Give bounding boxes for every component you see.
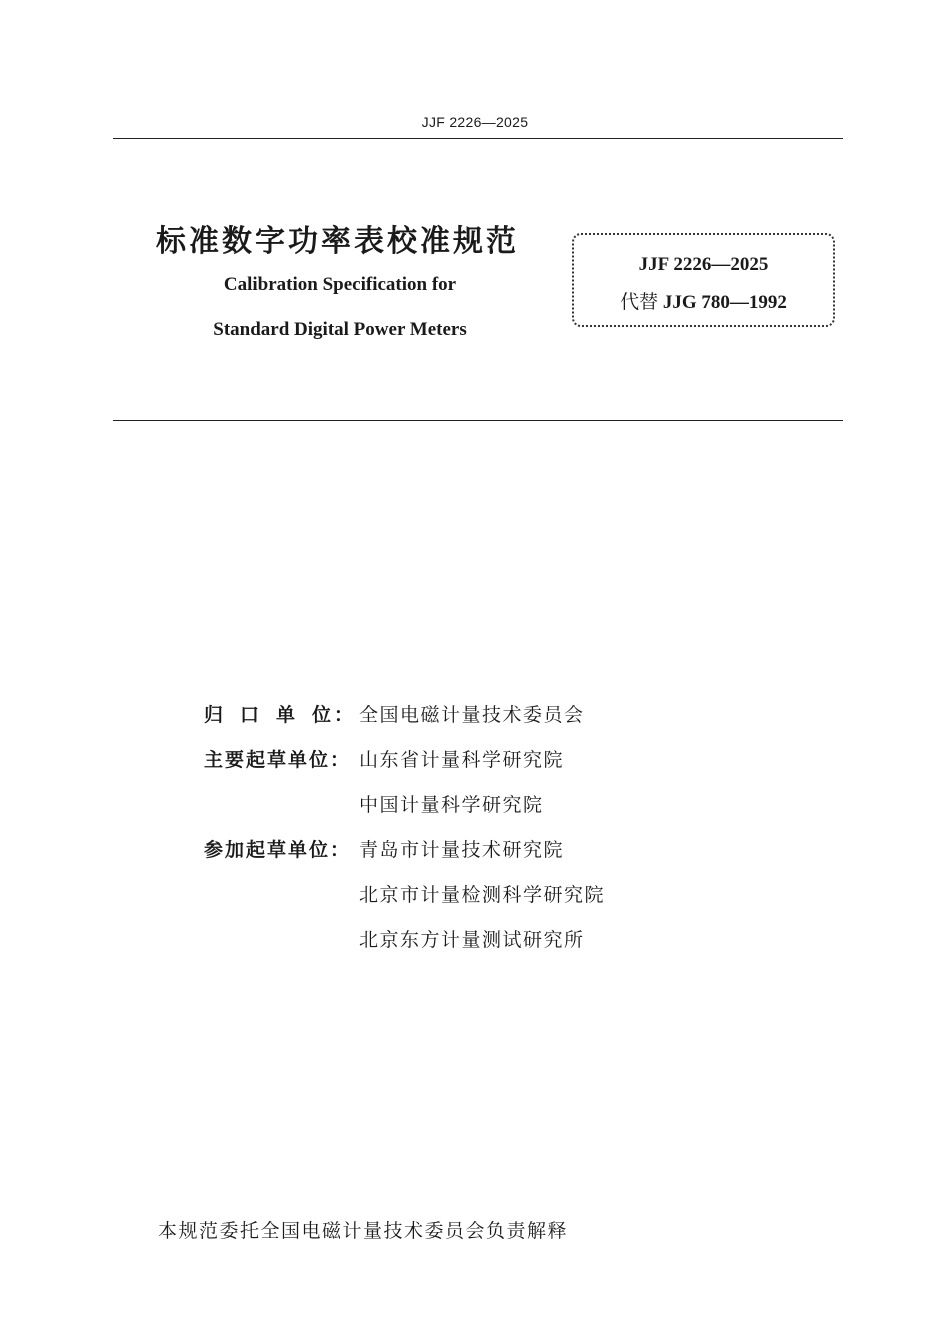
replaces-prefix: 代替 (620, 291, 659, 313)
label-char: 位 (312, 704, 332, 726)
participating-drafting-label: 参加起草单位： (204, 839, 352, 861)
participating-drafting-row (204, 925, 605, 970)
participating-drafting-row (204, 835, 605, 880)
replaced-code: JJG 780—1992 (662, 292, 787, 313)
title-english-line-1: Calibration Specification for (223, 274, 457, 295)
label-char: 口 (240, 704, 260, 726)
label-char: 归 (204, 704, 224, 726)
main-drafting-row (204, 790, 605, 835)
header-code: JJF 2226—2025 (421, 114, 529, 130)
replaces-line (574, 287, 833, 314)
middle-divider (113, 420, 843, 421)
participating-drafting-unit: 北京东方计量测试研究所 (359, 929, 585, 951)
responsible-unit-row (204, 700, 605, 745)
interpretation-note: 本规范委托全国电磁计量技术委员会负责解释 (158, 1220, 569, 1242)
main-drafting-unit: 中国计量科学研究院 (359, 794, 544, 816)
main-drafting-unit: 山东省计量科学研究院 (359, 749, 565, 771)
title-chinese: 标准数字功率表校准规范 (156, 224, 519, 259)
label-char: 单 (276, 704, 296, 726)
drafting-units (204, 700, 605, 970)
label-colon: ： (334, 704, 354, 726)
main-drafting-row (204, 745, 605, 790)
top-divider (113, 138, 843, 139)
responsible-unit-label (204, 700, 359, 730)
title-english-line-2: Standard Digital Power Meters (213, 319, 467, 340)
specification-code: JJF 2226—2025 (638, 254, 769, 275)
participating-drafting-unit: 北京市计量检测科学研究院 (359, 884, 606, 906)
specification-code-box (572, 233, 835, 327)
participating-drafting-unit: 青岛市计量技术研究院 (359, 839, 565, 861)
responsible-unit-value: 全国电磁计量技术委员会 (359, 704, 585, 726)
main-drafting-label: 主要起草单位： (204, 749, 352, 771)
participating-drafting-row (204, 880, 605, 925)
